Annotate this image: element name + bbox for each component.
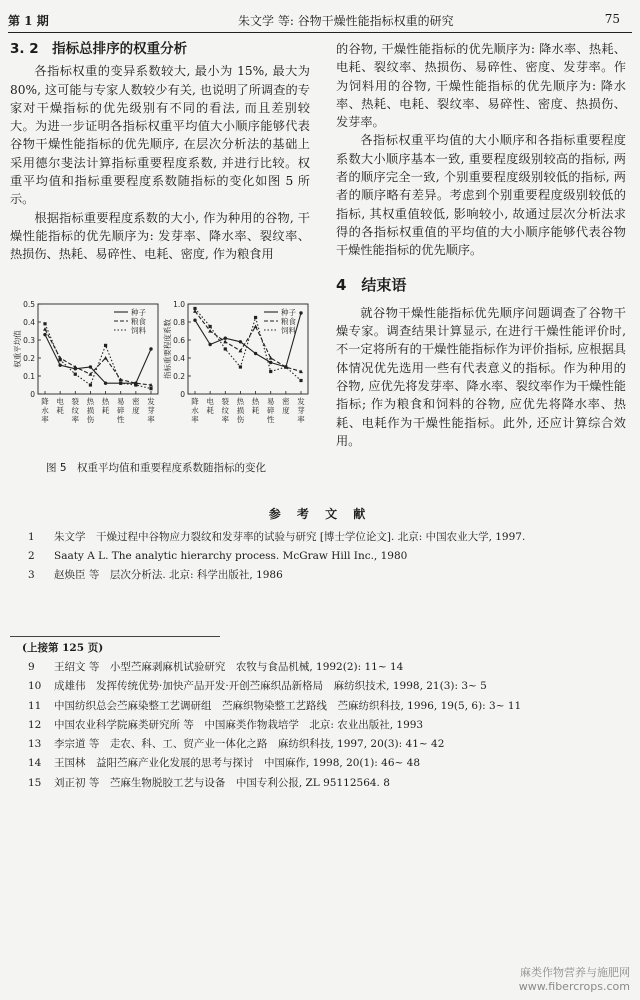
x-tick-label: 度 (282, 406, 290, 415)
reference-item (28, 716, 618, 735)
page-header (8, 8, 632, 33)
x-tick-label: 水 (191, 406, 199, 415)
left-column (10, 40, 310, 264)
reference-text: 中国纺织总会苎麻染整工艺调研组 苎麻织物染整工艺路线 苎麻纺织科技, 1996, 19(5, 6): 3~ 11 (54, 699, 522, 712)
x-tick-label: 裂 (221, 397, 230, 406)
legend-label: 饲料 (131, 326, 146, 335)
reference-text: 李宗道 等 走农、科、工、贸产业一体化之路 麻纺织科技, 1997, 20(3): 41~ 42 (54, 738, 445, 751)
data-point (239, 365, 242, 368)
x-tick-label: 电 (56, 397, 64, 406)
reference-number: 11 (28, 699, 42, 712)
x-tick-label: 降 (191, 397, 199, 406)
data-point (149, 387, 152, 390)
reference-item (28, 566, 618, 585)
data-point (224, 347, 227, 350)
y-tick-label: 0.3 (23, 336, 35, 345)
data-point (134, 383, 137, 386)
figure-5-svg (10, 296, 320, 446)
data-point (269, 361, 272, 364)
data-point (254, 316, 257, 319)
x-tick-label: 热 (86, 397, 95, 406)
reference-text: 王绍文 等 小型苎麻剥麻机试验研究 农牧与食品机械, 1992(2): 11~ 14 (54, 661, 404, 673)
x-tick-label: 降 (41, 397, 49, 406)
y-tick-label: 1.0 (173, 300, 185, 309)
reference-item (28, 774, 618, 793)
data-point (209, 325, 212, 328)
page-number: 75 (604, 12, 620, 26)
data-point (104, 344, 107, 347)
data-point (299, 379, 302, 382)
reference-text: 朱文学 干燥过程中谷物应力裂纹和发芽率的试验与研究 [博士学位论文]. 北京: 中国农业大学, 1997. (54, 531, 526, 543)
data-point (193, 319, 196, 322)
y-tick-label: 0.4 (23, 318, 35, 327)
y-tick-label: 0.1 (23, 372, 35, 381)
right-column (336, 40, 626, 450)
x-tick-label: 耗 (206, 406, 214, 415)
series-line-1 (45, 329, 151, 385)
x-tick-label: 密 (282, 397, 290, 406)
watermark (519, 966, 630, 994)
legend-label: 粮食 (131, 317, 146, 326)
data-point (224, 337, 227, 340)
data-point (74, 373, 77, 376)
data-point (254, 325, 258, 329)
reference-text: 刘正初 等 苎麻生物脱胶工艺与设备 中国专利公报, ZL 95112564. 8 (54, 776, 390, 789)
figure-caption: 图 5 权重平均值和重要程度系数随指标的变化 (46, 462, 267, 474)
legend-label: 种子 (131, 308, 146, 317)
x-tick-label: 碎 (116, 406, 125, 415)
y-tick-label: 0.5 (23, 300, 35, 309)
reference-number: 3 (28, 569, 35, 581)
y-tick-label: 0.2 (173, 372, 185, 381)
x-tick-label: 度 (132, 406, 140, 415)
x-tick-label: 损 (236, 406, 245, 415)
references-title: 参 考 文 献 (268, 507, 372, 521)
legend-label: 粮食 (281, 317, 296, 326)
x-tick-label: 碎 (266, 406, 275, 415)
y-tick-label: 0.2 (23, 354, 35, 363)
data-point (193, 307, 196, 310)
x-tick-label: 热 (236, 397, 245, 406)
x-tick-label: 性 (116, 415, 125, 424)
references-list (28, 528, 618, 585)
x-tick-label: 率 (41, 415, 49, 424)
reference-number: 12 (28, 718, 42, 731)
data-point (269, 370, 272, 373)
reference-item (28, 735, 618, 754)
x-tick-label: 伤 (86, 415, 95, 424)
data-point (119, 382, 122, 385)
y-axis-label: 指标重要程度系数 (163, 319, 172, 379)
issue-number: 第 1 期 (8, 14, 49, 28)
x-tick-label: 纹 (221, 406, 230, 415)
data-point (254, 352, 257, 355)
x-tick-label: 水 (41, 406, 49, 415)
divider (10, 636, 220, 637)
reference-item (28, 754, 618, 773)
x-tick-label: 损 (86, 406, 95, 415)
data-point (299, 311, 302, 314)
reference-number: 9 (28, 661, 35, 673)
data-point (104, 382, 107, 385)
paragraph: 就谷物干燥性能指标优先顺序问题调查了谷物干燥专家。调查结果计算显示, 在进行干燥性能评价时, 不一定将所有的干燥性能指标作为评价指标, 应根据具体情况优先选用一些有代表意义的指标。作为种用的谷物, 应优先将发芽率、降水率、裂纹率作为干燥性能指标; 作为粮食和饲料的谷物, 应优先将降水率、热耗、电耗作为干燥性能指标。此外, 还应计算综合效用。 (336, 305, 626, 448)
x-tick-label: 性 (266, 415, 275, 424)
continued-references-list (28, 658, 618, 793)
data-point (89, 365, 92, 368)
reference-item (28, 697, 618, 716)
reference-item (28, 658, 618, 677)
x-tick-label: 伤 (236, 415, 245, 424)
x-tick-label: 密 (132, 397, 140, 406)
reference-item (28, 677, 618, 696)
y-tick-label: 0 (30, 390, 35, 399)
x-tick-label: 率 (147, 415, 155, 424)
reference-number: 1 (28, 531, 35, 543)
data-point (223, 340, 227, 344)
reference-number: 10 (28, 680, 42, 693)
watermark-line2: www.fibercrops.com (518, 980, 630, 993)
x-tick-label: 热 (101, 397, 110, 406)
x-tick-label: 率 (191, 415, 199, 424)
y-tick-label: 0 (180, 390, 185, 399)
reference-text: 王国林 益阳苎麻产业化发展的思考与探讨 中国麻作, 1998, 20(1): 46~ 48 (54, 757, 421, 770)
data-point (58, 364, 61, 367)
running-title: 朱文学 等: 谷物干燥性能指标权重的研究 (238, 14, 454, 28)
reference-number: 14 (28, 757, 42, 770)
paragraph: 根据指标重要程度系数的大小, 作为种用的谷物, 干燥性能指标的优先顺序为: 发芽率、降水率、裂纹率、热损伤、热耗、易碎性、电耗、密度, 作为粮食用 (10, 210, 310, 262)
paragraph: 各指标权重平均值的大小顺序和各指标重要程度系数大小顺序基本一致, 重要程度级别较高的指标, 两者的顺序完全一致, 个别重要程度级别较低的指标, 两者的顺序略有差异。考虑到个别重要程度级别较低的指标, 其权重值较低, 影响较小, 故通过层次分析法求得的各指标权重值的平均值的大小顺序能够代表谷物干燥性能指标的优先顺序。 (336, 133, 626, 258)
figure-5 (10, 296, 320, 446)
paragraph: 各指标权重的变异系数较大, 最小为 15%, 最大为 80%, 这可能与专家人数较少有关, 也说明了所调查的专家对干燥指标的优先级别有不同的看法, 而且差别较大。为进一步证明各指标权重平均值大小顺序能够代表谷物干燥性能指标的优先顺序, 在层次分析法的基础上采用德尔斐法计算指标重要程度系数, 并进行比较。权重平均值和指标重要程度系数随指标的变化如图 5 所示。 (10, 64, 310, 207)
legend-label: 种子 (281, 308, 296, 317)
reference-item (28, 547, 618, 566)
data-point (239, 340, 242, 343)
reference-text: 中国农业科学院麻类研究所 等 中国麻类作物栽培学 北京: 农业出版社, 1993 (54, 718, 424, 731)
data-point (208, 343, 211, 346)
x-tick-label: 纹 (71, 406, 80, 415)
x-tick-label: 芽 (297, 406, 305, 415)
reference-item (28, 528, 618, 547)
x-tick-label: 电 (206, 397, 214, 406)
x-tick-label: 易 (266, 397, 275, 406)
watermark-line1: 麻类作物营养与施肥网 (520, 966, 630, 979)
paragraph: 的谷物, 干燥性能指标的优先顺序为: 降水率、热耗、电耗、裂纹率、热损伤、易碎性、密度、发芽率。作为饲料用的谷物, 干燥性能指标的优先顺序为: 降水率、热耗、电耗、裂纹率、易碎性、密度、热损伤、发芽率。 (336, 42, 626, 130)
reference-text: 成雄伟 发挥传统优势·加快产品开发·开创苎麻织品新格局 麻纺织技术, 1998, 21(3): 3~ 5 (54, 680, 487, 693)
x-tick-label: 耗 (251, 406, 260, 415)
x-tick-label: 率 (221, 415, 230, 424)
x-tick-label: 芽 (147, 406, 155, 415)
data-point (59, 358, 62, 361)
y-axis-label: 权重平均值 (13, 330, 22, 368)
data-point (89, 383, 92, 386)
reference-number: 15 (28, 776, 42, 789)
y-tick-label: 0.6 (173, 336, 185, 345)
data-point (43, 333, 46, 336)
section-title-4: 4 结束语 (336, 275, 407, 294)
x-tick-label: 发 (297, 397, 305, 406)
reference-text: Saaty A L. The analytic hierarchy process. McGraw Hill Inc., 1980 (54, 550, 408, 562)
x-tick-label: 易 (116, 397, 125, 406)
x-tick-label: 率 (297, 415, 305, 424)
data-point (269, 356, 273, 360)
legend-label: 饲料 (281, 326, 296, 335)
y-tick-label: 0.8 (173, 318, 185, 327)
data-point (208, 329, 212, 333)
x-tick-label: 裂 (71, 397, 80, 406)
data-point (284, 365, 287, 368)
reference-number: 2 (28, 550, 35, 562)
data-point (104, 356, 108, 360)
x-tick-label: 耗 (101, 406, 110, 415)
x-tick-label: 耗 (56, 406, 64, 415)
data-point (43, 322, 46, 325)
x-tick-label: 率 (71, 415, 80, 424)
x-tick-label: 发 (147, 397, 155, 406)
y-tick-label: 0.4 (173, 354, 185, 363)
data-point (149, 347, 152, 350)
reference-text: 赵焕臣 等 层次分析法. 北京: 科学出版社, 1986 (54, 569, 283, 581)
continued-label: (上接第 125 页) (22, 642, 104, 654)
x-tick-label: 热 (251, 397, 260, 406)
reference-number: 13 (28, 738, 42, 751)
section-title-3-2: 3. 2 指标总排序的权重分析 (10, 41, 188, 57)
